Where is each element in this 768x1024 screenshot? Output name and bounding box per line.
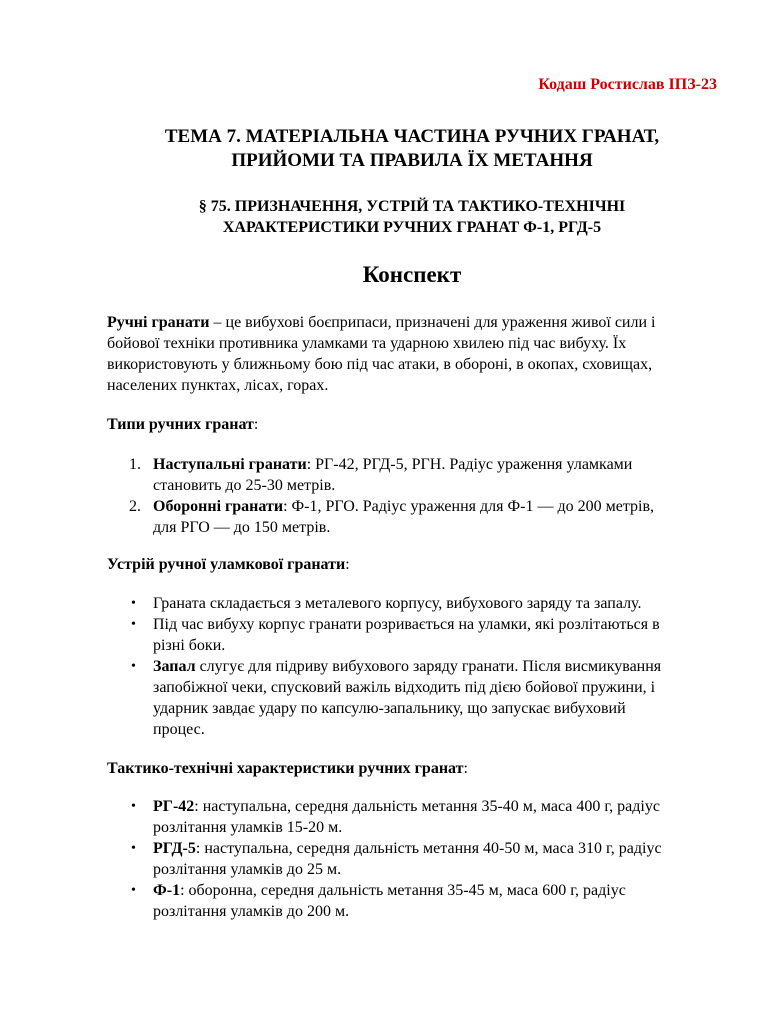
bullet-marker: •: [131, 883, 136, 898]
topic-title: [107, 125, 717, 173]
bullet-marker: •: [131, 799, 136, 814]
intro-text: бойової техніки противника уламками та ударною хвилею під час вибуху. Їх: [107, 335, 627, 352]
list-item: • Граната складається з металевого корпусу, вибухового заряду та запалу.: [131, 595, 642, 612]
bullet-marker: •: [131, 617, 136, 632]
bullet-marker: •: [131, 596, 136, 611]
intro-text: – це вибухові боєприпаси, призначені для ураження живої сили і: [209, 314, 656, 331]
summary-heading: Конспект: [362, 262, 462, 287]
specs-list: [107, 796, 717, 922]
list-item: 2. Оборонні гранати: Ф-1, РГО. Радіус ураження для Ф-1 — до 200 метрів, для РГО — до 150 метрів.: [129, 498, 655, 536]
intro-text: населених пунктах, лісах, горах.: [107, 377, 329, 394]
intro-text: використовують у ближньому бою під час атаки, в обороні, в окопах, сховищах,: [107, 356, 653, 373]
section-subtitle-line: § 75. ПРИЗНАЧЕННЯ, УСТРІЙ ТА ТАКТИКО-ТЕХНІЧНІ: [198, 198, 626, 215]
list-item: • Під час вибуху корпус гранати розривається на уламки, які розлітаються в різні боки.: [131, 616, 660, 654]
structure-list: [107, 593, 717, 740]
intro-paragraph: [107, 312, 717, 396]
list-item: • РГД-5: наступальна, середня дальність метання 40-50 м, маса 310 г, радіус розлітання уламків до 25 м.: [131, 840, 662, 878]
list-marker: 2.: [129, 498, 141, 515]
author-name: Кодаш Ростислав ІПЗ-23: [538, 76, 717, 93]
section-subtitle-line: ХАРАКТЕРИСТИКИ РУЧНИХ ГРАНАТ Ф-1, РГД-5: [222, 219, 602, 236]
list-item: • РГ-42: наступальна, середня дальність метання 35-40 м, маса 400 г, радіус розлітання уламків 15-20 м.: [131, 798, 660, 836]
list-marker: 1.: [129, 456, 141, 473]
specs-label: Тактико-технічні характеристики ручних гранат:: [107, 760, 468, 777]
types-label: Типи ручних гранат:: [107, 416, 259, 433]
types-list: [107, 454, 717, 538]
section-subtitle: [107, 196, 717, 238]
intro-term: Ручні гранати: [107, 314, 210, 331]
topic-title-line: ПРИЙОМИ ТА ПРАВИЛА ЇХ МЕТАННЯ: [231, 150, 593, 171]
topic-title-line: ТЕМА 7. МАТЕРІАЛЬНА ЧАСТИНА РУЧНИХ ГРАНАТ,: [164, 126, 660, 147]
bullet-marker: •: [131, 841, 136, 856]
list-item: 1. Наступальні гранати: РГ-42, РГД-5, РГН. Радіус ураження уламками становить до 25-30 метрів.: [129, 456, 633, 494]
list-item: • Запал слугує для підриву вибухового заряду гранати. Після висмикування запобіжної чеки, спусковий важіль відходить під дією бойової пружини, і ударник завдає удару по капсулю-запальнику, що запускає вибуховий процес.: [131, 658, 662, 738]
list-item: • Ф-1: оборонна, середня дальність метання 35-45 м, маса 600 г, радіус розлітання уламків до 200 м.: [131, 882, 626, 920]
bullet-marker: •: [131, 659, 136, 674]
structure-label: Устрій ручної уламкової гранати:: [107, 556, 350, 573]
